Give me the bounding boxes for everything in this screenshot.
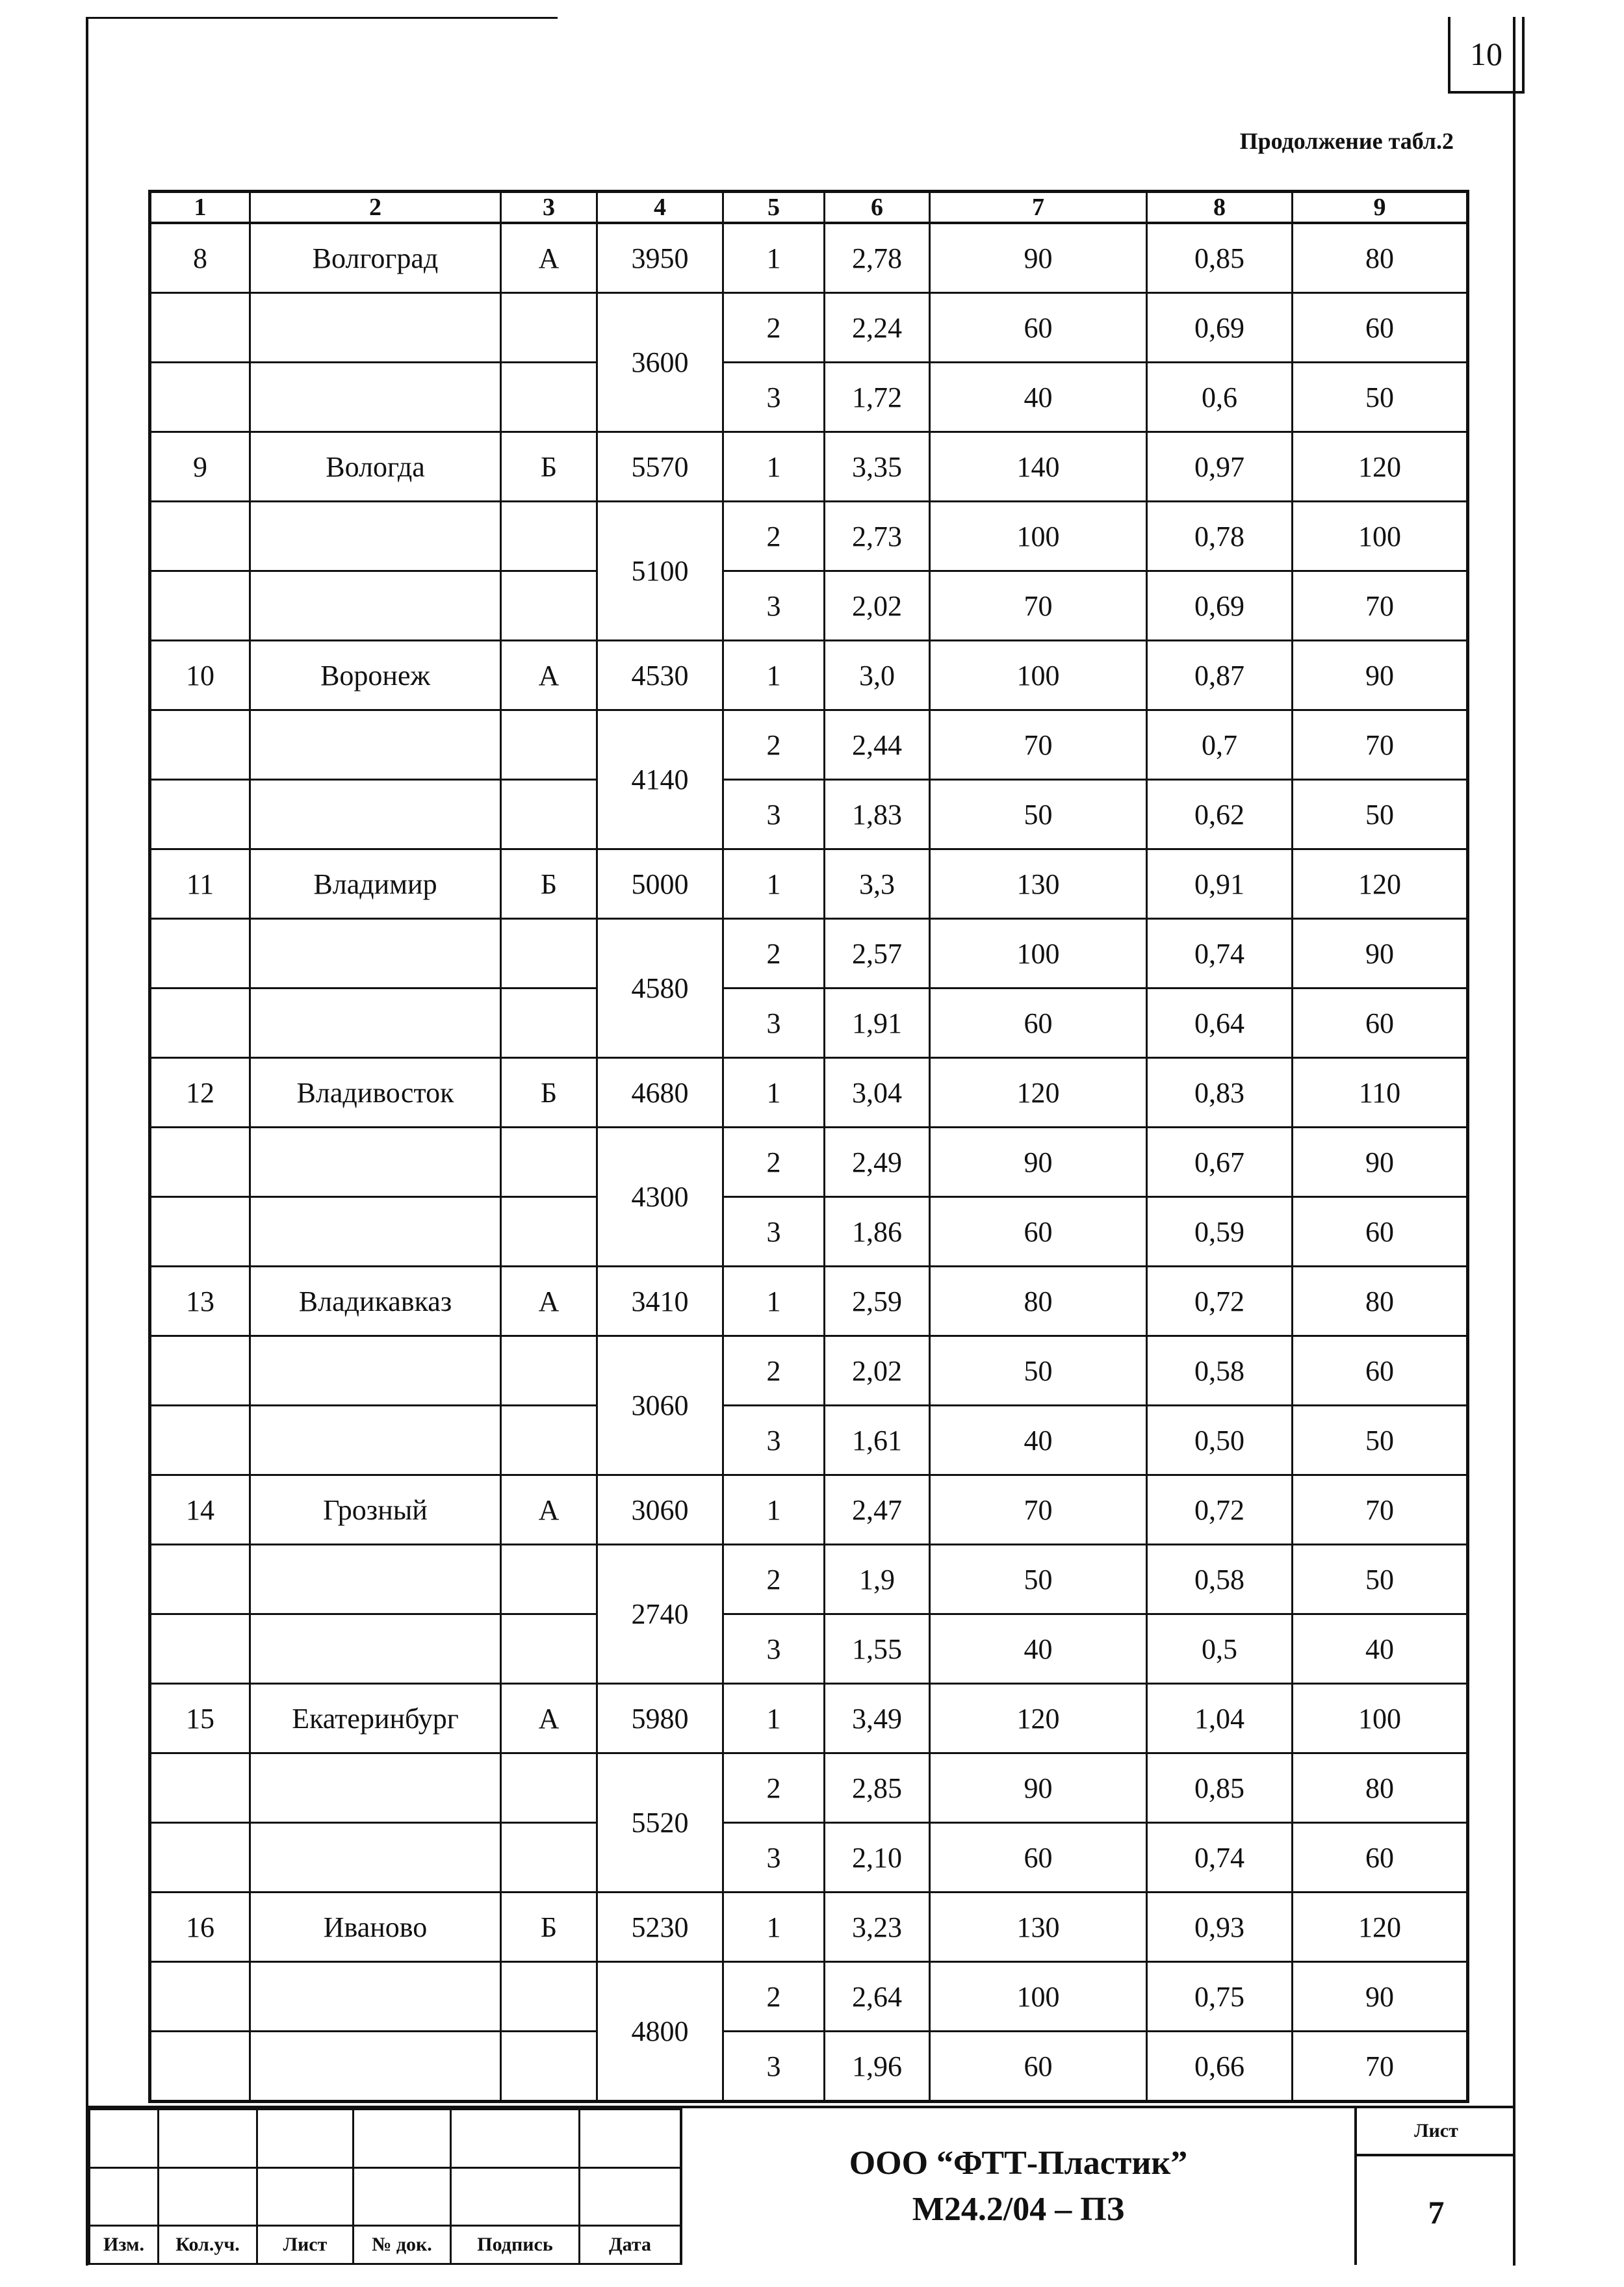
value-cell: 130 [930,849,1147,919]
empty-cell [250,293,501,363]
empty-cell [501,1406,597,1475]
empty-cell [501,1197,597,1267]
empty-cell [501,293,597,363]
empty-cell [250,1406,501,1475]
table-row [150,1058,1468,1128]
empty-cell [150,1753,250,1823]
value-cell: 90 [930,1128,1147,1197]
empty-cell [150,919,250,988]
value-cell: 1 [723,1684,825,1753]
value-cell: 90 [1293,1962,1468,2032]
column-header: 7 [930,192,1147,224]
value-cell: 2,49 [825,1128,930,1197]
table-row [150,1267,1468,1336]
col4-value: 5100 [597,502,723,641]
class-cell: А [501,1684,597,1753]
stamp-label-kol: Кол.уч. [159,2226,257,2264]
value-cell: 2 [723,293,825,363]
col4-value: 5980 [597,1684,723,1753]
empty-cell [501,780,597,849]
col4-value: 3060 [597,1475,723,1545]
empty-cell [150,1823,250,1893]
value-cell: 0,58 [1147,1336,1293,1406]
table-row [150,1753,1468,1823]
value-cell: 2,57 [825,919,930,988]
value-cell: 50 [1293,780,1468,849]
table-row [150,849,1468,919]
value-cell: 80 [1293,223,1468,293]
value-cell: 2,10 [825,1823,930,1893]
table-row [150,1823,1468,1893]
empty-cell [250,1823,501,1893]
table-row [150,988,1468,1058]
value-cell: 90 [1293,1128,1468,1197]
stamp-label-sign: Подпись [451,2226,580,2264]
empty-cell [501,1545,597,1614]
value-cell: 0,6 [1147,363,1293,432]
value-cell: 60 [930,2032,1147,2102]
value-cell: 2 [723,710,825,780]
table-row [150,571,1468,641]
empty-cell [250,2032,501,2102]
value-cell: 70 [1293,571,1468,641]
col4-value: 4680 [597,1058,723,1128]
value-cell: 100 [930,502,1147,571]
empty-cell [250,919,501,988]
frame-top-short [86,17,558,19]
stamp-label-doc: № док. [354,2226,451,2264]
value-cell: 50 [930,1336,1147,1406]
empty-cell [150,293,250,363]
value-cell: 0,85 [1147,223,1293,293]
empty-cell [501,1823,597,1893]
table-row [150,1128,1468,1197]
row-number: 8 [150,223,250,293]
value-cell: 60 [930,293,1147,363]
column-header: 3 [501,192,597,224]
value-cell: 60 [1293,293,1468,363]
column-header: 5 [723,192,825,224]
value-cell: 0,72 [1147,1267,1293,1336]
value-cell: 100 [1293,502,1468,571]
value-cell: 140 [930,432,1147,502]
col4-value: 3950 [597,223,723,293]
value-cell: 80 [930,1267,1147,1336]
value-cell: 90 [1293,641,1468,710]
col4-value: 3600 [597,293,723,432]
value-cell: 60 [930,988,1147,1058]
value-cell: 2,85 [825,1753,930,1823]
value-cell: 2,44 [825,710,930,780]
value-cell: 110 [1293,1058,1468,1128]
value-cell: 3 [723,1823,825,1893]
value-cell: 70 [930,1475,1147,1545]
value-cell: 0,93 [1147,1893,1293,1962]
stamp-title [680,2108,1357,2265]
city-name: Грозный [250,1475,501,1545]
value-cell: 1 [723,1893,825,1962]
row-number: 10 [150,641,250,710]
empty-cell [150,1336,250,1406]
row-number: 16 [150,1893,250,1962]
table-row [150,1475,1468,1545]
value-cell: 90 [1293,919,1468,988]
empty-cell [150,2032,250,2102]
page-number: 10 [1448,17,1525,94]
data-table [148,190,1469,2103]
empty-cell [250,1128,501,1197]
class-cell: А [501,1267,597,1336]
value-cell: 1 [723,1475,825,1545]
city-name: Владикавказ [250,1267,501,1336]
row-number: 9 [150,432,250,502]
table-row [150,1197,1468,1267]
value-cell: 0,97 [1147,432,1293,502]
city-name: Владимир [250,849,501,919]
value-cell: 3,04 [825,1058,930,1128]
table-row [150,1614,1468,1684]
value-cell: 2,47 [825,1475,930,1545]
value-cell: 1 [723,849,825,919]
empty-cell [250,1753,501,1823]
value-cell: 3,35 [825,432,930,502]
value-cell: 120 [1293,1893,1468,1962]
city-name: Вологда [250,432,501,502]
value-cell: 90 [930,1753,1147,1823]
value-cell: 60 [930,1197,1147,1267]
value-cell: 120 [1293,849,1468,919]
value-cell: 40 [930,1406,1147,1475]
col4-value: 5000 [597,849,723,919]
city-name: Волгоград [250,223,501,293]
empty-cell [501,571,597,641]
table-row [150,1336,1468,1406]
table-row [150,1684,1468,1753]
stamp-label-list: Лист [257,2226,354,2264]
table-row [150,293,1468,363]
sheet-number: 7 [1428,2193,1445,2230]
value-cell: 1,86 [825,1197,930,1267]
empty-cell [250,363,501,432]
column-header: 9 [1293,192,1468,224]
city-name: Владивосток [250,1058,501,1128]
value-cell: 0,7 [1147,710,1293,780]
table-row [150,223,1468,293]
class-cell: Б [501,1893,597,1962]
value-cell: 1,55 [825,1614,930,1684]
table-row [150,363,1468,432]
value-cell: 0,85 [1147,1753,1293,1823]
value-cell: 1 [723,223,825,293]
value-cell: 80 [1293,1753,1468,1823]
value-cell: 1,61 [825,1406,930,1475]
value-cell: 70 [1293,710,1468,780]
value-cell: 0,64 [1147,988,1293,1058]
document-code: М24.2/04 – ПЗ [912,2190,1125,2228]
empty-cell [150,1614,250,1684]
value-cell: 80 [1293,1267,1468,1336]
value-cell: 120 [930,1684,1147,1753]
value-cell: 0,67 [1147,1128,1293,1197]
col4-value: 4530 [597,641,723,710]
value-cell: 2,24 [825,293,930,363]
empty-cell [501,988,597,1058]
column-header: 6 [825,192,930,224]
empty-cell [250,1962,501,2032]
value-cell: 60 [1293,1197,1468,1267]
class-cell: Б [501,432,597,502]
value-cell: 1 [723,641,825,710]
class-cell: А [501,223,597,293]
value-cell: 60 [1293,1823,1468,1893]
value-cell: 1,83 [825,780,930,849]
empty-cell [250,1336,501,1406]
value-cell: 100 [930,641,1147,710]
frame-left [86,17,88,2266]
value-cell: 3 [723,988,825,1058]
value-cell: 2 [723,1753,825,1823]
value-cell: 2,02 [825,571,930,641]
col4-value: 3060 [597,1336,723,1475]
value-cell: 1 [723,432,825,502]
value-cell: 2 [723,919,825,988]
value-cell: 70 [1293,1475,1468,1545]
value-cell: 100 [930,919,1147,988]
empty-cell [501,1753,597,1823]
sheet-label: Лист [1357,2108,1515,2156]
empty-cell [150,571,250,641]
value-cell: 0,66 [1147,2032,1293,2102]
class-cell: А [501,1475,597,1545]
value-cell: 0,87 [1147,641,1293,710]
value-cell: 0,59 [1147,1197,1293,1267]
value-cell: 3,0 [825,641,930,710]
stamp-label-izm: Изм. [90,2226,159,2264]
col4-value: 4300 [597,1128,723,1267]
header-row [150,192,1468,224]
value-cell: 1,96 [825,2032,930,2102]
value-cell: 2 [723,1962,825,2032]
value-cell: 3,23 [825,1893,930,1962]
value-cell: 50 [930,780,1147,849]
value-cell: 3 [723,363,825,432]
value-cell: 1 [723,1267,825,1336]
table-row [150,710,1468,780]
empty-cell [250,1614,501,1684]
column-header: 1 [150,192,250,224]
frame-right [1513,17,1515,2266]
value-cell: 1,91 [825,988,930,1058]
value-cell: 2,59 [825,1267,930,1336]
value-cell: 0,69 [1147,293,1293,363]
value-cell: 100 [1293,1684,1468,1753]
table-row [150,502,1468,571]
value-cell: 60 [930,1823,1147,1893]
empty-cell [501,919,597,988]
table-row [150,2032,1468,2102]
empty-cell [150,1962,250,2032]
value-cell: 3 [723,780,825,849]
col4-value: 4580 [597,919,723,1058]
col4-value: 5520 [597,1753,723,1893]
value-cell: 70 [930,710,1147,780]
table-row [150,1962,1468,2032]
value-cell: 1,72 [825,363,930,432]
value-cell: 3 [723,571,825,641]
empty-cell [501,1614,597,1684]
city-name: Воронеж [250,641,501,710]
value-cell: 70 [930,571,1147,641]
table-row [150,432,1468,502]
column-header: 2 [250,192,501,224]
empty-cell [250,571,501,641]
row-number: 11 [150,849,250,919]
table-row [150,780,1468,849]
value-cell: 40 [1293,1614,1468,1684]
value-cell: 2,64 [825,1962,930,2032]
class-cell: А [501,641,597,710]
value-cell: 0,74 [1147,919,1293,988]
empty-cell [150,1545,250,1614]
value-cell: 2 [723,502,825,571]
value-cell: 60 [1293,1336,1468,1406]
city-name: Иваново [250,1893,501,1962]
value-cell: 90 [930,223,1147,293]
company-name: ООО “ФТТ-Пластик” [849,2145,1188,2182]
table-row [150,1893,1468,1962]
col4-value: 5570 [597,432,723,502]
value-cell: 0,69 [1147,571,1293,641]
value-cell: 2,73 [825,502,930,571]
column-header: 4 [597,192,723,224]
city-name: Екатеринбург [250,1684,501,1753]
value-cell: 1,9 [825,1545,930,1614]
sheet-cell [1357,2108,1515,2265]
value-cell: 0,74 [1147,1823,1293,1893]
empty-cell [150,710,250,780]
value-cell: 50 [1293,363,1468,432]
value-cell: 1,04 [1147,1684,1293,1753]
empty-cell [250,780,501,849]
row-number: 13 [150,1267,250,1336]
empty-cell [501,502,597,571]
value-cell: 70 [1293,2032,1468,2102]
stamp-label-date: Дата [580,2226,681,2264]
value-cell: 0,58 [1147,1545,1293,1614]
row-number: 14 [150,1475,250,1545]
col4-value: 4800 [597,1962,723,2102]
col4-value: 4140 [597,710,723,849]
table-row [150,1406,1468,1475]
value-cell: 2 [723,1545,825,1614]
value-cell: 3 [723,1197,825,1267]
value-cell: 3,3 [825,849,930,919]
empty-cell [501,1336,597,1406]
empty-cell [250,1197,501,1267]
value-cell: 60 [1293,988,1468,1058]
value-cell: 0,83 [1147,1058,1293,1128]
empty-cell [501,710,597,780]
value-cell: 130 [930,1893,1147,1962]
value-cell: 120 [1293,432,1468,502]
row-number: 12 [150,1058,250,1128]
empty-cell [150,1128,250,1197]
value-cell: 0,72 [1147,1475,1293,1545]
empty-cell [250,1545,501,1614]
column-header: 8 [1147,192,1293,224]
value-cell: 2,78 [825,223,930,293]
empty-cell [250,502,501,571]
value-cell: 0,50 [1147,1406,1293,1475]
table-row [150,641,1468,710]
class-cell: Б [501,849,597,919]
empty-cell [150,988,250,1058]
empty-cell [250,988,501,1058]
value-cell: 2 [723,1128,825,1197]
value-cell: 40 [930,363,1147,432]
col4-value: 2740 [597,1545,723,1684]
value-cell: 0,62 [1147,780,1293,849]
value-cell: 1 [723,1058,825,1128]
value-cell: 3 [723,2032,825,2102]
table-continuation-note: Продолжение табл.2 [1239,128,1454,154]
class-cell: Б [501,1058,597,1128]
value-cell: 100 [930,1962,1147,2032]
empty-cell [150,780,250,849]
value-cell: 50 [1293,1406,1468,1475]
empty-cell [501,1962,597,2032]
value-cell: 3,49 [825,1684,930,1753]
empty-cell [150,363,250,432]
revision-table [88,2108,682,2265]
col4-value: 5230 [597,1893,723,1962]
empty-cell [150,502,250,571]
col4-value: 3410 [597,1267,723,1336]
value-cell: 0,75 [1147,1962,1293,2032]
value-cell: 40 [930,1614,1147,1684]
value-cell: 50 [1293,1545,1468,1614]
value-cell: 0,5 [1147,1614,1293,1684]
title-block [86,2106,1515,2265]
value-cell: 2 [723,1336,825,1406]
value-cell: 3 [723,1406,825,1475]
value-cell: 2,02 [825,1336,930,1406]
value-cell: 3 [723,1614,825,1684]
table-row [150,919,1468,988]
empty-cell [501,2032,597,2102]
row-number: 15 [150,1684,250,1753]
value-cell: 0,91 [1147,849,1293,919]
empty-cell [150,1197,250,1267]
empty-cell [501,363,597,432]
empty-cell [501,1128,597,1197]
value-cell: 120 [930,1058,1147,1128]
table-row [150,1545,1468,1614]
value-cell: 0,78 [1147,502,1293,571]
empty-cell [150,1406,250,1475]
empty-cell [250,710,501,780]
value-cell: 50 [930,1545,1147,1614]
